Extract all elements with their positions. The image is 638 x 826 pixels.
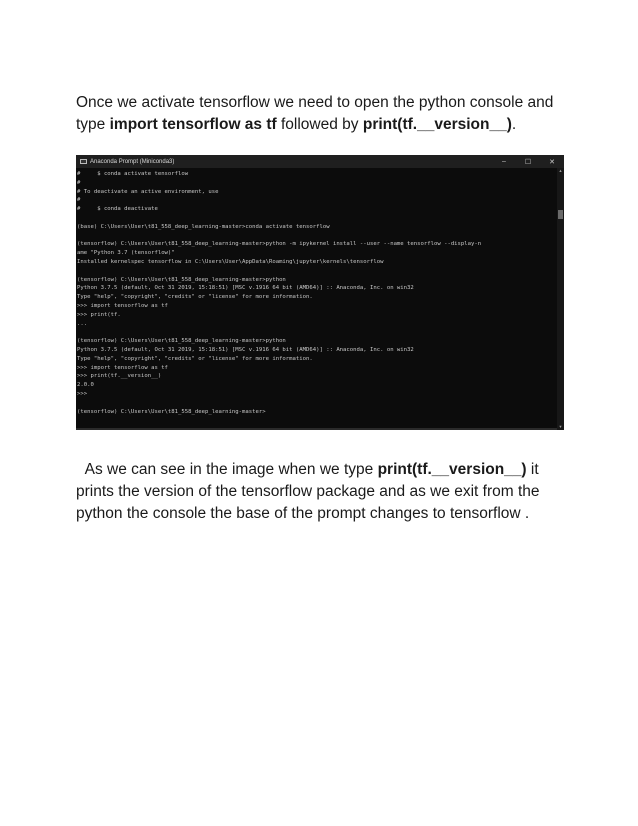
intro-text-1: Once we activate tensorflow we need to open the python console and type: [76, 93, 554, 133]
console-line: Installed kernelspec tensorflow in C:\Users\User\AppData\Roaming\jupyter\kernels\tensorflow: [77, 258, 384, 265]
console-line: # To deactivate an active environment, use: [77, 188, 219, 195]
console-line: ...: [77, 320, 88, 327]
console-line: # $ conda activate tensorflow: [77, 171, 189, 177]
console-line: ame "Python 3.7 (tensorflow)": [77, 250, 175, 257]
console-line: (tensorflow) C:\Users\User\t81_558_deep_learning-master>: [77, 408, 266, 415]
console-line: # $ conda deactivate: [77, 206, 158, 213]
minimize-button[interactable]: –: [502, 158, 506, 165]
scroll-down-icon[interactable]: ▼: [558, 424, 563, 429]
outro-text-2: it prints the version of the tensorflow package and as we exit from the python the console the base of the prompt changes to tensorflow .: [76, 460, 540, 522]
console-line: >>> import tensorflow as tf: [77, 302, 168, 309]
intro-text-2: followed by: [276, 115, 363, 133]
console-line: [77, 267, 556, 276]
maximize-button[interactable]: ☐: [524, 158, 532, 166]
console-output: [77, 170, 556, 428]
console-screenshot: [76, 155, 564, 430]
outro-code-print: print(tf.__version__): [377, 460, 527, 478]
console-scrollbar[interactable]: [557, 168, 564, 430]
console-line: (base) C:\Users\User\t81_558_deep_learning-master>conda activate tensorflow: [77, 223, 330, 230]
intro-text-3: .: [511, 115, 517, 133]
console-line: >>> import tensorflow as tf: [77, 364, 168, 371]
console-line: >>> print(tf.: [77, 311, 121, 318]
console-line: [77, 399, 556, 408]
intro-paragraph: [76, 92, 566, 136]
console-line: [77, 328, 556, 337]
horizontal-scrollbar[interactable]: [76, 428, 557, 430]
console-line: (tensorflow) C:\Users\User\t81_558_deep_learning-master>python: [77, 276, 286, 283]
console-line: Python 3.7.5 (default, Oct 31 2019, 15:18:51) [MSC v.1916 64 bit (AMD64)] :: Anaconda, Inc. on win32: [77, 285, 414, 292]
intro-code-print: print(tf.__version__): [362, 115, 512, 133]
close-button[interactable]: ✕: [549, 158, 555, 166]
console-line: #: [77, 179, 81, 186]
console-line: #: [77, 197, 81, 204]
console-line: [77, 214, 556, 223]
console-line: (tensorflow) C:\Users\User\t81_558_deep_learning-master>python: [77, 338, 286, 345]
terminal-icon: [80, 159, 87, 164]
console-title: Anaconda Prompt (Miniconda3): [90, 158, 175, 165]
console-line: [77, 232, 556, 241]
console-line: Python 3.7.5 (default, Oct 31 2019, 15:18:51) [MSC v.1916 64 bit (AMD64)] :: Anaconda, Inc. on win32: [77, 346, 414, 353]
outro-text-1: As we can see in the image when we type: [76, 460, 378, 478]
console-line: Type "help", "copyright", "credits" or "license" for more information.: [77, 355, 313, 362]
scroll-up-icon[interactable]: ▲: [558, 168, 563, 173]
console-line: (tensorflow) C:\Users\User\t81_558_deep_learning-master>python -m ipykernel install --user --name tensorflow --display-n: [77, 241, 482, 248]
console-titlebar: [76, 155, 564, 168]
intro-code-import: import tensorflow as tf: [109, 115, 277, 133]
scrollbar-thumb[interactable]: [558, 210, 563, 219]
console-line: >>> print(tf.__version__): [77, 373, 162, 380]
console-line: >>>: [77, 390, 88, 397]
outro-paragraph: [76, 459, 566, 525]
console-line: 2.0.0: [77, 382, 94, 389]
console-line: Type "help", "copyright", "credits" or "license" for more information.: [77, 294, 313, 301]
